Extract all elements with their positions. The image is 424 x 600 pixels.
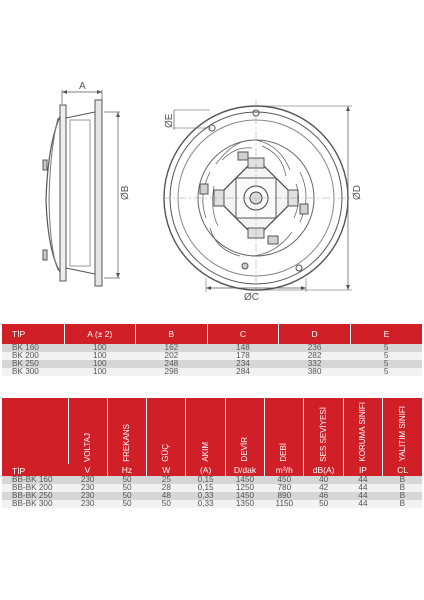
cell: 332 <box>279 360 351 368</box>
cell: 44 <box>343 492 382 500</box>
cell: 50 <box>147 500 186 508</box>
header-guc: GÜÇ <box>147 398 186 464</box>
table-row <box>2 360 422 368</box>
unit: IP <box>343 464 382 476</box>
cell-tip: BK 250 <box>2 360 64 368</box>
cell: 230 <box>68 476 107 484</box>
header-tip <box>2 398 68 476</box>
cell: 40 <box>304 476 343 484</box>
table-row <box>2 344 422 352</box>
cell: 50 <box>107 492 146 500</box>
header-yalitim: YALITIM SINIFI <box>383 398 422 464</box>
cell: 44 <box>343 500 382 508</box>
unit: dB(A) <box>304 464 343 476</box>
cell: 0,33 <box>186 492 225 500</box>
cell: 230 <box>68 500 107 508</box>
cell-tip: BB-BK 250 <box>2 492 68 500</box>
table-row <box>2 500 422 508</box>
cell: 100 <box>64 360 136 368</box>
unit: CL <box>383 464 422 476</box>
cell: 5 <box>350 344 422 352</box>
cell: 48 <box>147 492 186 500</box>
cell: 202 <box>136 352 208 360</box>
cell: B <box>383 500 422 508</box>
cell: 0,15 <box>186 476 225 484</box>
cell: 50 <box>107 484 146 492</box>
cell: 50 <box>107 476 146 484</box>
header-koruma: KORUMA SINIFI <box>343 398 382 464</box>
cell-tip: BK 200 <box>2 352 64 360</box>
header-b: B <box>136 324 208 344</box>
table-row <box>2 352 422 360</box>
cell: 5 <box>350 368 422 376</box>
cell: 5 <box>350 352 422 360</box>
cell: 100 <box>64 344 136 352</box>
label-e: ØE <box>164 113 175 128</box>
dimensions-table <box>2 324 422 376</box>
cell: 282 <box>279 352 351 360</box>
cell: 230 <box>68 492 107 500</box>
cell: 284 <box>207 368 279 376</box>
cell: 42 <box>304 484 343 492</box>
cell: 298 <box>136 368 208 376</box>
cell: 28 <box>147 484 186 492</box>
cell: 0,15 <box>186 484 225 492</box>
header-voltaj: VOLTAJ <box>68 398 107 464</box>
label-d: ØD <box>352 185 363 200</box>
cell-tip: BB-BK 160 <box>2 476 68 484</box>
cell: 780 <box>265 484 304 492</box>
unit: V <box>68 464 107 476</box>
cell: 0,33 <box>186 500 225 508</box>
header-devir: DEVİR <box>225 398 264 464</box>
header-debi: DEBİ <box>265 398 304 464</box>
cell-tip: BB-BK 300 <box>2 500 68 508</box>
unit: m³/h <box>265 464 304 476</box>
unit: W <box>147 464 186 476</box>
tip-label: TİP <box>12 465 26 476</box>
cell: 5 <box>350 360 422 368</box>
specs-header-row <box>2 398 422 464</box>
cell: 50 <box>107 500 146 508</box>
specs-table <box>2 398 422 508</box>
dimensions-header-row <box>2 324 422 344</box>
cell: 450 <box>265 476 304 484</box>
header-c: C <box>207 324 279 344</box>
header-akim: AKIM <box>186 398 225 464</box>
header-frekans: FREKANS <box>107 398 146 464</box>
cell: 1150 <box>265 500 304 508</box>
header-d: D <box>279 324 351 344</box>
cell-tip: BB-BK 200 <box>2 484 68 492</box>
cell: 890 <box>265 492 304 500</box>
front-view <box>162 100 352 296</box>
cell: 178 <box>207 352 279 360</box>
cell-tip: BK 300 <box>2 368 64 376</box>
cell: 162 <box>136 344 208 352</box>
cell: 46 <box>304 492 343 500</box>
cell: 100 <box>64 368 136 376</box>
cell: B <box>383 484 422 492</box>
cell: 248 <box>136 360 208 368</box>
header-ses: SES SEVİYESİ <box>304 398 343 464</box>
unit: (A) <box>186 464 225 476</box>
label-b: ØB <box>120 185 131 200</box>
label-c: ØC <box>244 292 259 303</box>
header-e: E <box>350 324 422 344</box>
unit: Hz <box>107 464 146 476</box>
cell: 1350 <box>225 500 264 508</box>
cell: 100 <box>64 352 136 360</box>
cell: 25 <box>147 476 186 484</box>
cell: 1450 <box>225 476 264 484</box>
cell: 380 <box>279 368 351 376</box>
cell: B <box>383 476 422 484</box>
cell: 1450 <box>225 492 264 500</box>
cell: 236 <box>279 344 351 352</box>
cell: 44 <box>343 484 382 492</box>
table-row <box>2 368 422 376</box>
side-view <box>43 90 120 286</box>
cell: 50 <box>304 500 343 508</box>
header-tip: TİP <box>2 324 64 344</box>
cell: 230 <box>68 484 107 492</box>
cell: B <box>383 492 422 500</box>
cell: 1250 <box>225 484 264 492</box>
cell: 148 <box>207 344 279 352</box>
unit: D/dak <box>225 464 264 476</box>
cell: 44 <box>343 476 382 484</box>
label-a: A <box>79 81 86 92</box>
cell: 234 <box>207 360 279 368</box>
header-a: A (± 2) <box>64 324 136 344</box>
cell-tip: BK 160 <box>2 344 64 352</box>
